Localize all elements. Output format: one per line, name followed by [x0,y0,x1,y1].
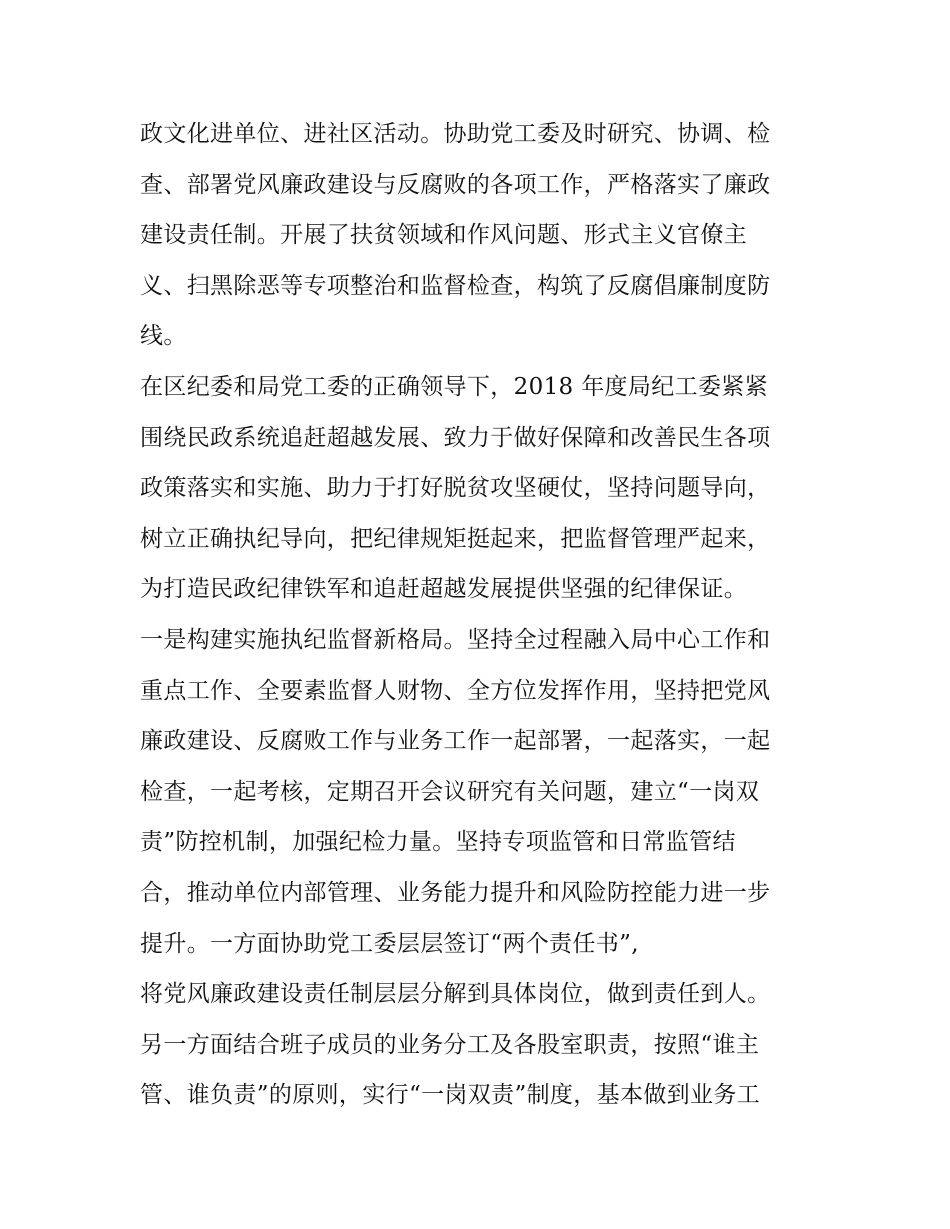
text-line: 围绕民政系统追赶超越发展、致力于做好保障和改善民生各项 [140,424,771,451]
body-text [140,109,830,1121]
text-line: 廉政建设、反腐败工作与业务工作一起部署，一起落实，一起 [140,728,771,755]
text-line: 线。 [140,323,187,350]
text-line: 树立正确执纪导向，把纪律规矩挺起来，把监督管理严起来， [140,525,771,552]
text-line: 合，推动单位内部管理、业务能力提升和风险防控能力进一步 [140,879,771,906]
text-line: 查、部署党风廉政建设与反腐败的各项工作，严格落实了廉政 [140,171,771,198]
text-line: 在区纪委和局党工委的正确领导下，2018 年度局纪工委紧紧 [140,373,768,400]
text-line: 政策落实和实施、助力于打好脱贫攻坚硬仗，坚持问题导向， [140,475,771,502]
text-line: 建设责任制。开展了扶贫领域和作风问题、形式主义官僚主 [140,222,748,249]
text-line: 检查，一起考核，定期召开会议研究有关问题，建立“一岗双 [140,778,760,805]
text-line: 一是构建实施执纪监督新格局。坚持全过程融入局中心工作和 [140,626,771,653]
text-line: 另一方面结合班子成员的业务分工及各股室职责，按照“谁主 [140,1031,760,1058]
text-line: 管、谁负责”的原则，实行“一岗双责”制度，基本做到业务工 [140,1082,761,1109]
text-line: 义、扫黑除恶等专项整治和监督检查，构筑了反腐倡廉制度防 [140,272,771,299]
text-line: 提升。一方面协助党工委层层签订“两个责任书”, [140,930,639,957]
text-line: 责”防控机制，加强纪检力量。坚持专项监管和日常监管结 [140,829,736,856]
text-line: 政文化进单位、进社区活动。协助党工委及时研究、协调、检 [140,121,771,147]
text-line: 重点工作、全要素监督人财物、全方位发挥作用，坚持把党风 [140,677,771,704]
text-line: 将党风廉政建设责任制层层分解到具体岗位，做到责任到人。 [140,981,771,1008]
text-line: 为打造民政纪律铁军和追赶超越发展提供坚强的纪律保证。 [140,576,748,603]
